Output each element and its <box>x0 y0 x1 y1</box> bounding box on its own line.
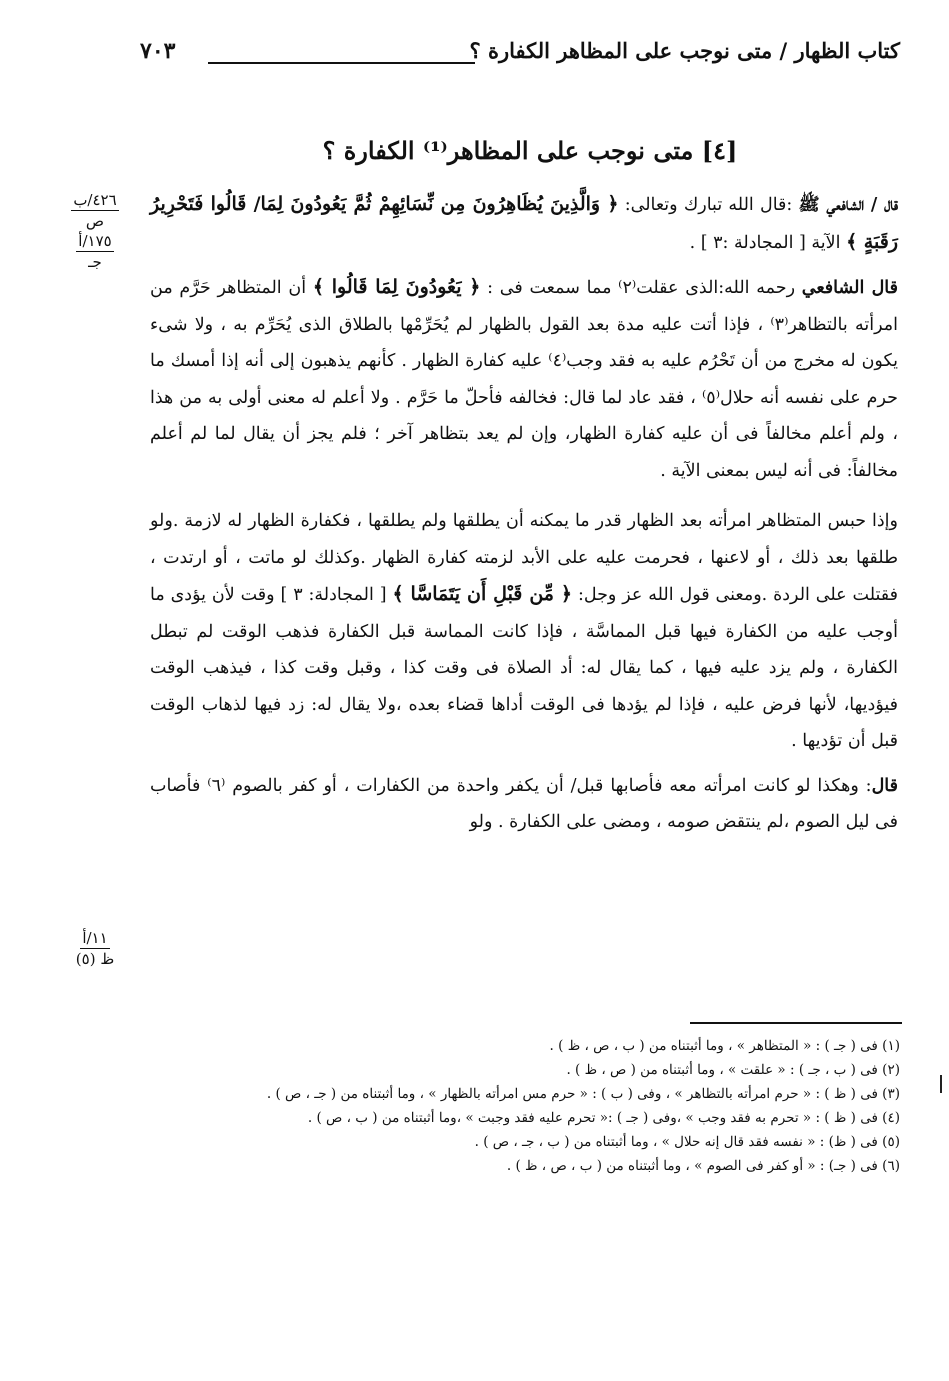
margin-note-line: ظ (٥) <box>75 950 115 968</box>
verse-reference: الآية [ المجادلة :٣ ] . <box>689 232 847 253</box>
footnote-item: (٤) فى ( ظ ) : « تحرم به فقد وجب » ،وفى ( جـ ) :« تحرم عليه فقد وجبت » ،وما أثبتناه من ( ب ، ص ) . <box>307 1110 900 1126</box>
speaker-lead: قال <box>871 775 898 796</box>
paragraph-2 <box>150 269 898 489</box>
margin-note-line: ص <box>85 212 105 230</box>
running-header <box>140 38 900 78</box>
paragraph-text: [ المجادلة: ٣ ] وقت لأن يؤدى ما أوجب عليه من الكفارة فيها قبل المماسَّة ، فإذا كانت المماسة قبل الكفارة فذهب الوقت لم تبطل الكفارة ، ولم يزد عليه فيها ، كما يقال له: أد الصلاة فى وقت كذا ، وقبل وقت كذا ، فيذهب الوقت فيؤديها، لأنها فرض عليه ، فإذا لم يؤدها فى الوقت أداها قضاء بعده ،ولا يقال له: زد فيها لذهاب الوقت قبل أن تؤديها . <box>150 585 898 751</box>
margin-note-manuscript-folios <box>60 190 130 272</box>
paragraph-text: : وهكذا لو كانت امرأته معه فأصابها قبل/ أن يكفر واحدة من الكفارات ، أو كفر بالصوم ⁽٦⁾ فأصاب فى ليل الصوم ،لم ينتقض صومه ، ومضى على الكفارة . ولو <box>150 775 898 832</box>
paragraph-text: أن المتظاهر حَرَّم من امرأته بالتظاهر⁽٣⁾ ، فإذا أتت عليه مدة بعد القول بالظهار لم يُحَرِّمْها بالطلاق الذى يُحَرِّم به ، ولا شىء يكون له مخرج من أن تَحْرُم عليه به فقد وجب⁽٤⁾ عليه كفارة الظهار . كأنهم يذهبون إلى أنه إذا أمسك ما حرم على نفسه أنه حلال⁽٥⁾ ، فقد عاد لما قال: فخالفه فأحلّ ما حَرَّم . ولا أعلم له معنى أولى به من هذا ، ولم أعلم مخالفاً فى أن عليه كفارة الظهار، وإن لم يعد بتظاهر آخر ؛ فلم يجز أن يقال لما لم أعلم مخالفاً: فى أنه ليس بمعنى الآية . <box>150 278 899 481</box>
footnote-item: (٦) فى ( جـ) : « أو كفر فى الصوم » ، وما أثبتناه من ( ب ، ص ، ظ ) . <box>506 1158 900 1174</box>
paragraph-4 <box>150 768 898 841</box>
quran-verse: ﴿ مِّن قَبْلِ أَن يَتَمَاسَّا ﴾ <box>392 583 573 605</box>
speaker-lead: قال الشافعي <box>801 278 898 298</box>
margin-note-line: ١٧٥/أ <box>78 232 112 250</box>
header-rule <box>208 62 475 64</box>
footnotes <box>140 1034 900 1178</box>
footnote-rule <box>690 1022 902 1024</box>
footnote-item: (٣) فى ( ظ ) : « حرم امرأته بالتظاهر » ، وفى ( ب ) : « حرم مس امرأته بالظهار » ، وما أثبتناه من ( جـ ، ص ) . <box>266 1086 900 1102</box>
quran-verse: ﴿ يَعُودُونَ لِمَا قَالُوا ﴾ <box>312 276 481 298</box>
footnote-item: (٢) فى ( ب ، جـ ) : « علقت » ، وما أثبتناه من ( ص ، ظ ) . <box>566 1062 900 1078</box>
margin-note-line: ١١/أ <box>82 929 108 947</box>
page-number: ٧٠٣ <box>140 38 176 64</box>
page-edge-mark <box>940 1075 942 1093</box>
main-text <box>150 186 898 841</box>
chapter-heading: [٤] متى نوجب على المظاهر⁽¹⁾ الكفارة ؟ <box>322 136 738 165</box>
margin-note-line: ٤٢٦/ب <box>73 191 117 209</box>
paragraph-text: :قال الله تبارك وتعالى: <box>618 195 799 215</box>
margin-note-line: جـ <box>88 253 102 271</box>
paragraph-3 <box>150 503 898 760</box>
quran-verse: ﴿ وَالَّذِينَ يُظَاهِرُونَ مِن نِّسَائِهِمْ ثُمَّ يَعُودُونَ لِمَا/ قَالُوا فَتَحْرِيرُ رَقَبَةٍ ﴾ <box>150 193 898 253</box>
footnote-item: (١) فى ( جـ ) : « المتظاهر » ، وما أثبتناه من ( ب ، ص ، ظ ) . <box>549 1038 900 1054</box>
paragraph-1 <box>150 186 898 261</box>
speaker-lead: قال / الشافعي ﷺ <box>798 195 899 215</box>
header-title: كتاب الظهار / متى نوجب على المظاهر الكفارة ؟ <box>469 38 900 63</box>
margin-note-manuscript-folios-2 <box>60 928 130 969</box>
paragraph-text: رحمه الله:الذى عقلت⁽٢⁾ مما سمعت فى : <box>480 278 802 298</box>
paragraph-text: وإذا حبس المتظاهر امرأته بعد الظهار قدر ما يمكنه أن يطلقها ولم يطلقها ، فكفارة الظهار له لازمة .ولو طلقها بعد ذلك ، أو لاعنها ، فحرمت عليه على الأبد لزمته كفارة الظهار .وكذلك لو ماتت ، أو ارتدت ، فقتلت على الردة .ومعنى قول الله عز وجل: <box>150 511 898 605</box>
footnote-item: (٥) فى ( ظ) : « نفسه فقد قال إنه حلال » ، وما أثبتناه من ( ب ، جـ ، ص ) . <box>474 1134 900 1150</box>
